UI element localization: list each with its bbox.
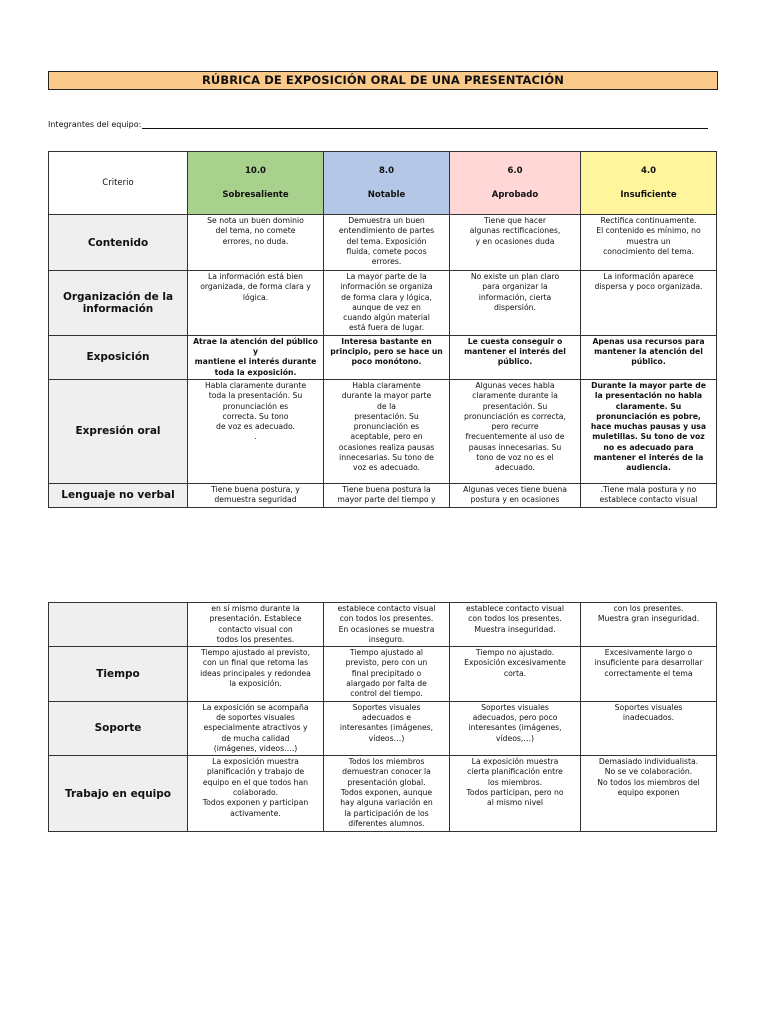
- cell-insuficiente: Apenas usa recursos para mantener la atención del público.: [581, 335, 717, 379]
- level-score: 4.0: [640, 166, 657, 176]
- cell-aprobado: Soportes visuales adecuados, pero poco interesantes (imágenes, vídeos,…): [450, 701, 581, 755]
- level-label: Aprobado: [491, 190, 539, 200]
- level-label: Sobresaliente: [222, 190, 289, 200]
- team-members-field[interactable]: [48, 120, 708, 129]
- cell-sobresaliente: Habla claramente durante toda la presentación. Su pronunciación es correcta. Su tono de voz es adecuado. .: [188, 379, 324, 483]
- rubric-table-page1: [48, 151, 717, 508]
- cell-insuficiente: Soportes visuales inadecuados.: [581, 701, 717, 755]
- header-level-notable: [324, 152, 450, 215]
- level-label: Notable: [367, 190, 406, 200]
- cell-insuficiente: .Tiene mala postura y no establece contacto visual: [581, 483, 717, 507]
- cell-aprobado: Algunas veces habla claramente durante la presentación. Su pronunciación es correcta, pero recurre frecuentemente al uso de pausas innecesarias. Su tono de voz no es el adecuado.: [450, 379, 581, 483]
- table-row: [49, 756, 717, 832]
- criterion-contenido: Contenido: [49, 215, 188, 271]
- cell-sobresaliente: La información está bien organizada, de forma clara y lógica.: [188, 271, 324, 336]
- cell-notable: Soportes visuales adecuados e interesantes (imágenes, vídeos…): [324, 701, 450, 755]
- cell-sobresaliente: Tiempo ajustado al previsto, con un final que retoma las ideas principales y redondea la exposición.: [188, 647, 324, 701]
- cell-notable: Tiene buena postura la mayor parte del tiempo y: [324, 483, 450, 507]
- cell-sobresaliente: Se nota un buen dominio del tema, no comete errores, no duda.: [188, 215, 324, 271]
- cell-aprobado: La exposición muestra cierta planificación entre los miembros. Todos participan, pero no al mismo nivel: [450, 756, 581, 832]
- header-row: [49, 152, 717, 215]
- criterion-exposicion: Exposición: [49, 335, 188, 379]
- cell-sobresaliente: La exposición muestra planificación y trabajo de equipo en el que todos han colaborado. Todos exponen y participan activamente.: [188, 756, 324, 832]
- cell-insuficiente: Rectifica continuamente. El contenido es mínimo, no muestra un conocimiento del tema.: [581, 215, 717, 271]
- table-row: [49, 701, 717, 755]
- cell-notable: Todos los miembros demuestran conocer la presentación global. Todos exponen, aunque hay alguna variación en la participación de los diferentes alumnos.: [324, 756, 450, 832]
- table-row: [49, 647, 717, 701]
- cell-notable: La mayor parte de la información se organiza de forma clara y lógica, aunque de vez en cuando algún material está fuera de lugar.: [324, 271, 450, 336]
- cell-notable: Demuestra un buen entendimiento de partes del tema. Exposición fluida, comete pocos errores.: [324, 215, 450, 271]
- page-title: RÚBRICA DE EXPOSICIÓN ORAL DE UNA PRESENTACIÓN: [48, 71, 718, 90]
- cell-insuficiente: Durante la mayor parte de la presentación no habla claramente. Su pronunciación es pobre, hace muchas pausas y usa muletillas. Su tono de voz no es adecuado para mantener el interés de la audiencia.: [581, 379, 717, 483]
- cell-insuficiente: Demasiado individualista. No se ve colaboración. No todos los miembros del equipo exponen: [581, 756, 717, 832]
- cell-aprobado: No existe un plan claro para organizar la información, cierta dispersión.: [450, 271, 581, 336]
- header-level-insuficiente: [581, 152, 717, 215]
- criterion-soporte: Soporte: [49, 701, 188, 755]
- cell-insuficiente: Excesivamente largo o insuficiente para desarrollar correctamente el tema: [581, 647, 717, 701]
- cell-aprobado: Tiene que hacer algunas rectificaciones, y en ocasiones duda: [450, 215, 581, 271]
- table-row: [49, 379, 717, 483]
- criterion-tiempo: Tiempo: [49, 647, 188, 701]
- cell-notable: Habla claramente durante la mayor parte de la presentación. Su pronunciación es aceptable, pero en ocasiones realiza pausas innecesarias. Su tono de voz es adecuado.: [324, 379, 450, 483]
- header-level-sobresaliente: [188, 152, 324, 215]
- table-row: [49, 483, 717, 507]
- table-row: [49, 215, 717, 271]
- level-label: Insuficiente: [620, 190, 677, 200]
- level-score: 8.0: [378, 166, 395, 176]
- criterion-lenguaje-no-verbal: Lenguaje no verbal: [49, 483, 188, 507]
- criterion-expresion-oral: Expresión oral: [49, 379, 188, 483]
- level-score: 10.0: [245, 166, 266, 176]
- team-label: Integrantes del equipo:: [48, 120, 142, 129]
- criterion-trabajo-en-equipo: Trabajo en equipo: [49, 756, 188, 832]
- criterion-continuation: [49, 603, 188, 647]
- header-criterio: Criterio: [49, 152, 188, 215]
- cell-aprobado: establece contacto visual con todos los presentes. Muestra inseguridad.: [450, 603, 581, 647]
- cell-aprobado: Algunas veces tiene buena postura y en ocasiones: [450, 483, 581, 507]
- rubric-table-page2: [48, 602, 717, 832]
- cell-notable: Interesa bastante en principio, pero se hace un poco monótono.: [324, 335, 450, 379]
- cell-insuficiente: La información aparece dispersa y poco organizada.: [581, 271, 717, 336]
- table-row: [49, 603, 717, 647]
- team-members-line[interactable]: [142, 120, 708, 129]
- cell-sobresaliente: Atrae la atención del público y mantiene el interés durante toda la exposición.: [188, 335, 324, 379]
- cell-insuficiente: con los presentes. Muestra gran inseguridad.: [581, 603, 717, 647]
- cell-notable: Tiempo ajustado al previsto, pero con un final precipitado o alargado por falta de control del tiempo.: [324, 647, 450, 701]
- criterion-organizacion: Organización de la información: [49, 271, 188, 336]
- cell-sobresaliente: Tiene buena postura, y demuestra seguridad: [188, 483, 324, 507]
- table-row: [49, 335, 717, 379]
- cell-notable: establece contacto visual con todos los presentes. En ocasiones se muestra inseguro.: [324, 603, 450, 647]
- cell-sobresaliente: en sí mismo durante la presentación. Establece contacto visual con todos los presentes.: [188, 603, 324, 647]
- cell-aprobado: Le cuesta conseguir o mantener el interés del público.: [450, 335, 581, 379]
- level-score: 6.0: [507, 166, 523, 176]
- cell-aprobado: Tiempo no ajustado. Exposición excesivamente corta.: [450, 647, 581, 701]
- cell-sobresaliente: La exposición se acompaña de soportes visuales especialmente atractivos y de mucha calidad (imágenes, videos….): [188, 701, 324, 755]
- header-level-aprobado: [450, 152, 581, 215]
- table-row: [49, 271, 717, 336]
